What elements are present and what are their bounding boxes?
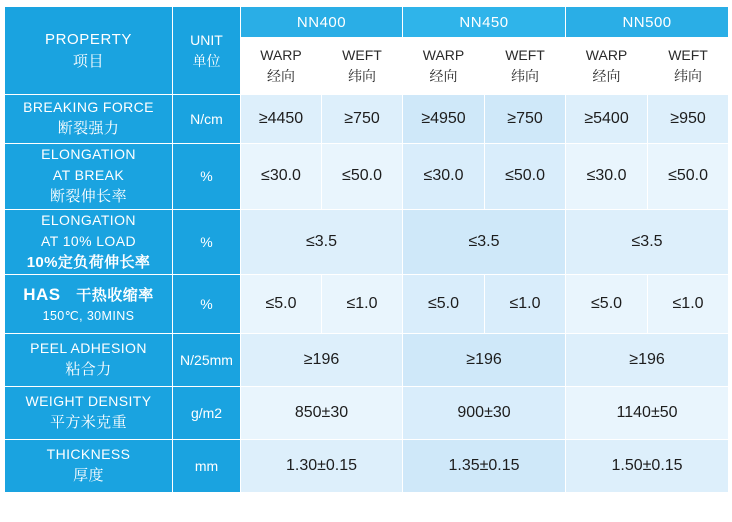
property-cn: 干热收缩率 xyxy=(76,286,154,304)
value-cell: ≤50.0 xyxy=(485,144,566,210)
property-cn: 厚度 xyxy=(73,467,104,485)
header-unit xyxy=(173,7,241,95)
property-en: THICKNESS xyxy=(46,446,131,463)
property-peel-adhesion xyxy=(5,334,173,387)
unit-peel-adhesion: N/25mm xyxy=(173,334,241,387)
value-cell: ≥4450 xyxy=(241,95,322,144)
value-cell: ≥950 xyxy=(648,95,729,144)
value-cell: ≥750 xyxy=(485,95,566,144)
property-en-line2: AT 10% LOAD xyxy=(41,232,136,249)
table-row xyxy=(5,275,729,334)
unit-weight-density: g/m2 xyxy=(173,387,241,440)
direction-cn: 纬向 xyxy=(674,68,703,84)
value-cell: ≤50.0 xyxy=(322,144,403,210)
direction-cn: 纬向 xyxy=(511,68,540,84)
value-cell: ≤30.0 xyxy=(566,144,648,210)
table-row xyxy=(5,334,729,387)
property-thickness xyxy=(5,440,173,493)
value-cell: 1.50±0.15 xyxy=(566,440,729,493)
property-cn: 10%定负荷伸长率 xyxy=(26,253,151,271)
direction-en: WARP xyxy=(585,47,628,63)
header-model-nn450: NN450 xyxy=(403,7,566,38)
header-model-nn400: NN400 xyxy=(241,7,403,38)
header-direction-weft-nn450 xyxy=(485,38,566,95)
table-row xyxy=(5,209,729,275)
header-unit-cn: 单位 xyxy=(192,52,221,69)
property-weight-density xyxy=(5,387,173,440)
header-direction-warp-nn400 xyxy=(241,38,322,95)
property-en: BREAKING FORCE xyxy=(23,99,154,116)
unit-elongation-at-break: % xyxy=(173,144,241,210)
table-row xyxy=(5,144,729,210)
direction-cn: 经向 xyxy=(267,68,295,84)
direction-en: WEFT xyxy=(505,47,545,63)
header-direction-warp-nn500 xyxy=(566,38,648,95)
value-cell: 1140±50 xyxy=(566,387,729,440)
property-has xyxy=(5,275,173,334)
property-cn: 断裂强力 xyxy=(57,120,120,138)
header-direction-weft-nn400 xyxy=(322,38,403,95)
value-cell: ≤50.0 xyxy=(648,144,729,210)
header-unit-en: UNIT xyxy=(190,32,223,49)
property-elongation-at-break xyxy=(5,144,173,210)
unit-has: % xyxy=(173,275,241,334)
value-cell: ≤5.0 xyxy=(566,275,648,334)
value-cell: ≤30.0 xyxy=(241,144,322,210)
value-cell: ≤1.0 xyxy=(648,275,729,334)
direction-cn: 经向 xyxy=(429,68,458,84)
value-cell: ≤1.0 xyxy=(485,275,566,334)
direction-cn: 经向 xyxy=(592,68,621,84)
value-cell: ≥5400 xyxy=(566,95,648,144)
header-model-nn500: NN500 xyxy=(566,7,729,38)
value-cell: ≤30.0 xyxy=(403,144,485,210)
value-cell: ≤5.0 xyxy=(241,275,322,334)
property-en-line2: AT BREAK xyxy=(52,167,125,183)
unit-breaking-force: N/cm xyxy=(173,95,241,144)
value-cell: ≥750 xyxy=(322,95,403,144)
value-cell: ≥196 xyxy=(403,334,566,387)
specification-table xyxy=(4,6,729,493)
property-cn: 断裂伸长率 xyxy=(49,188,127,205)
property-en xyxy=(5,282,172,308)
property-breaking-force xyxy=(5,95,173,144)
table-row xyxy=(5,387,729,440)
property-cn: 粘合力 xyxy=(65,361,112,379)
property-en: PEEL ADHESION xyxy=(30,340,147,357)
value-cell: 850±30 xyxy=(241,387,403,440)
property-en-line1: ELONGATION xyxy=(41,146,136,162)
value-cell: 900±30 xyxy=(403,387,566,440)
value-cell: ≤3.5 xyxy=(241,209,403,275)
value-cell: 1.35±0.15 xyxy=(403,440,566,493)
direction-en: WEFT xyxy=(668,47,708,63)
value-cell: 1.30±0.15 xyxy=(241,440,403,493)
property-en-code: HAS xyxy=(23,284,61,304)
property-elongation-at-10-load xyxy=(5,209,173,275)
table-row xyxy=(5,440,729,493)
header-property-cn: 项目 xyxy=(72,52,105,70)
unit-thickness: mm xyxy=(173,440,241,493)
value-cell: ≤5.0 xyxy=(403,275,485,334)
direction-en: WARP xyxy=(422,47,465,63)
direction-cn: 纬向 xyxy=(348,68,376,84)
unit-elongation-at-10-load: % xyxy=(173,209,241,275)
value-cell: ≥4950 xyxy=(403,95,485,144)
direction-en: WARP xyxy=(260,47,302,63)
property-sub: 150℃, 30MINS xyxy=(42,309,135,324)
value-cell: ≤1.0 xyxy=(322,275,403,334)
header-property xyxy=(5,7,173,95)
property-en-line1: ELONGATION xyxy=(41,211,136,228)
table-row xyxy=(5,95,729,144)
value-cell: ≤3.5 xyxy=(403,209,566,275)
header-property-en: PROPERTY xyxy=(44,30,133,48)
value-cell: ≤3.5 xyxy=(566,209,729,275)
property-cn: 平方米克重 xyxy=(49,414,127,432)
table-header-row-1 xyxy=(5,7,729,38)
property-en: WEIGHT DENSITY xyxy=(25,393,152,410)
value-cell: ≥196 xyxy=(566,334,729,387)
header-direction-weft-nn500 xyxy=(648,38,729,95)
header-direction-warp-nn450 xyxy=(403,38,485,95)
direction-en: WEFT xyxy=(342,47,382,63)
value-cell: ≥196 xyxy=(241,334,403,387)
